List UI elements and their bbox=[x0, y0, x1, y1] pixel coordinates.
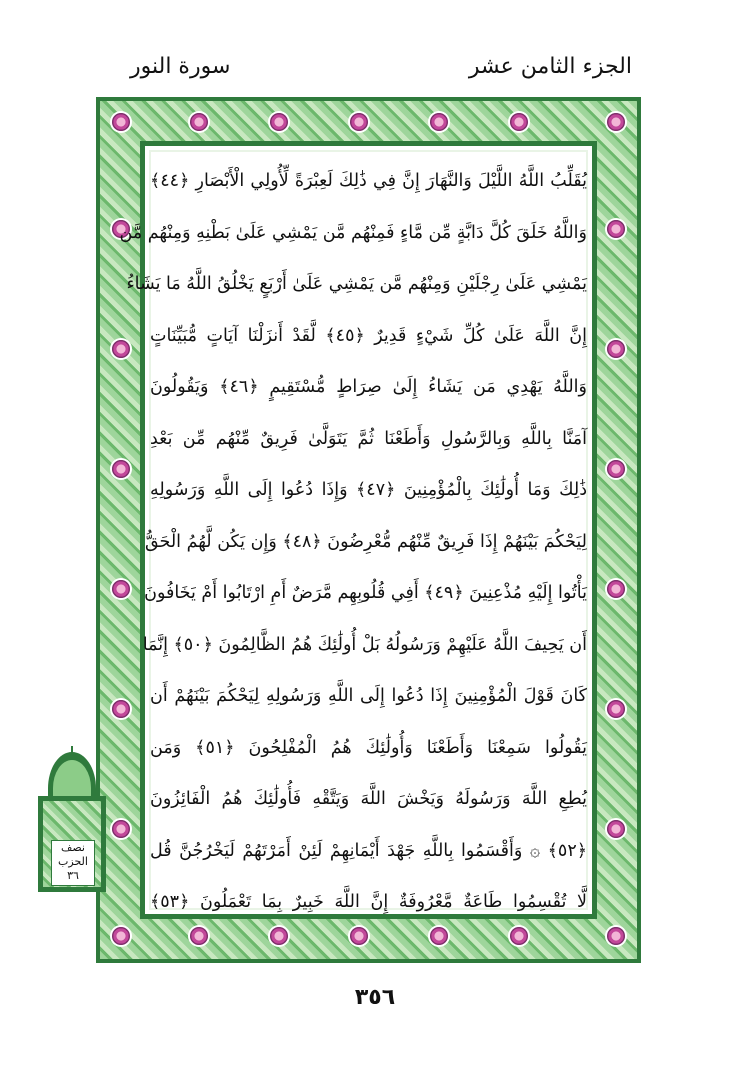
verse-line: أَن يَحِيفَ اللَّهُ عَلَيْهِمْ وَرَسُولُهُ بَلْ أُولَٰئِكَ هُمُ الظَّالِمُونَ ﴿٥٠﴾ إِنَّمَا bbox=[142, 634, 587, 655]
flower-ornament bbox=[350, 927, 368, 945]
verse-line: لَّا تُقْسِمُوا طَاعَةٌ مَّعْرُوفَةٌ إِنَّ اللَّهَ خَبِيرٌ بِمَا تَعْمَلُونَ ﴿٥٣﴾ bbox=[150, 892, 587, 912]
flower-ornament bbox=[607, 113, 625, 131]
flower-ornament bbox=[607, 700, 625, 718]
flower-ornament bbox=[112, 580, 130, 598]
verse-line: يَأْتُوا إِلَيْهِ مُذْعِنِينَ ﴿٤٩﴾ أَفِي قُلُوبِهِم مَّرَضٌ أَمِ ارْتَابُوا أَمْ يَخَافُونَ bbox=[144, 583, 587, 603]
flower-ornament bbox=[112, 820, 130, 838]
flower-ornament bbox=[270, 113, 288, 131]
verse-line: يُقَلِّبُ اللَّهُ اللَّيْلَ وَالنَّهَارَ إِنَّ فِي ذَٰلِكَ لَعِبْرَةً لِّأُولِي الْأَبْصَارِ ﴿٤٤﴾ bbox=[150, 171, 587, 191]
verse-line: وَاللَّهُ يَهْدِي مَن يَشَاءُ إِلَىٰ صِرَاطٍ مُّسْتَقِيمٍ ﴿٤٦﴾ وَيَقُولُونَ bbox=[150, 377, 587, 397]
verse-lines bbox=[119, 156, 587, 929]
flower-ornament bbox=[112, 460, 130, 478]
flower-ornament bbox=[607, 220, 625, 238]
flower-ornament bbox=[112, 340, 130, 358]
page-header bbox=[0, 52, 750, 92]
flower-ornament bbox=[510, 927, 528, 945]
verse-line: كَانَ قَوْلَ الْمُؤْمِنِينَ إِذَا دُعُوا إِلَى اللَّهِ وَرَسُولِهِ لِيَحْكُمَ بَيْنَهُمْ أَن bbox=[150, 686, 587, 706]
verse-line: آمَنَّا بِاللَّهِ وَبِالرَّسُولِ وَأَطَعْنَا ثُمَّ يَتَوَلَّىٰ فَرِيقٌ مِّنْهُم مِّن بَعْدِ bbox=[150, 428, 587, 449]
flower-ornament bbox=[430, 927, 448, 945]
flower-ornament bbox=[112, 927, 130, 945]
surah-title: سورة النور bbox=[130, 54, 231, 79]
verse-line: وَاللَّهُ خَلَقَ كُلَّ دَابَّةٍ مِّن مَّاءٍ فَمِنْهُم مَّن يَمْشِي عَلَىٰ بَطْنِهِ وَمِنْهُم مَّن bbox=[119, 222, 587, 243]
flower-ornament bbox=[607, 580, 625, 598]
flower-ornament bbox=[190, 927, 208, 945]
flower-ornament bbox=[112, 700, 130, 718]
marker-label bbox=[51, 840, 95, 886]
flower-ornament bbox=[190, 113, 208, 131]
marker-number: ٣٦ bbox=[67, 869, 79, 882]
flower-ornament bbox=[430, 113, 448, 131]
juz-title: الجزء الثامن عشر bbox=[468, 54, 632, 79]
flower-ornament bbox=[607, 927, 625, 945]
verse-line: لِيَحْكُمَ بَيْنَهُمْ إِذَا فَرِيقٌ مِّنْهُم مُّعْرِضُونَ ﴿٤٨﴾ وَإِن يَكُن لَّهُمُ الْحَقُّ bbox=[144, 531, 587, 552]
flower-ornament bbox=[112, 113, 130, 131]
flower-ornament bbox=[607, 820, 625, 838]
flower-ornament bbox=[607, 340, 625, 358]
verse-line: ذَٰلِكَ وَمَا أُولَٰئِكَ بِالْمُؤْمِنِينَ ﴿٤٧﴾ وَإِذَا دُعُوا إِلَى اللَّهِ وَرَسُولِهِ bbox=[150, 480, 587, 500]
verse-line: يَقُولُوا سَمِعْنَا وَأَطَعْنَا وَأُولَٰئِكَ هُمُ الْمُفْلِحُونَ ﴿٥١﴾ وَمَن bbox=[150, 737, 587, 758]
flower-ornament bbox=[350, 113, 368, 131]
verse-line: يُطِعِ اللَّهَ وَرَسُولَهُ وَيَخْشَ اللَّهَ وَيَتَّقْهِ فَأُولَٰئِكَ هُمُ الْفَائِزُونَ bbox=[150, 789, 587, 809]
flower-ornament bbox=[510, 113, 528, 131]
marker-line2: الحزب bbox=[58, 855, 88, 868]
hizb-marker bbox=[38, 752, 106, 892]
verse-line: إِنَّ اللَّهَ عَلَىٰ كُلِّ شَيْءٍ قَدِيرٌ ﴿٤٥﴾ لَّقَدْ أَنزَلْنَا آيَاتٍ مُّبَيِّنَاتٍ bbox=[150, 325, 587, 346]
marker-line1: نصف bbox=[61, 841, 85, 854]
verse-line: ﴿٥٢﴾ ۞ وَأَقْسَمُوا بِاللَّهِ جَهْدَ أَيْمَانِهِمْ لَئِنْ أَمَرْتَهُمْ لَيَخْرُجُنَّ قُل bbox=[150, 840, 587, 861]
page-number: ٣٥٦ bbox=[354, 985, 396, 1010]
flower-ornament bbox=[607, 460, 625, 478]
flower-ornament bbox=[270, 927, 288, 945]
verse-line: يَمْشِي عَلَىٰ رِجْلَيْنِ وَمِنْهُم مَّن يَمْشِي عَلَىٰ أَرْبَعٍ يَخْلُقُ اللَّهُ مَا يَشَاءُ bbox=[126, 274, 587, 294]
